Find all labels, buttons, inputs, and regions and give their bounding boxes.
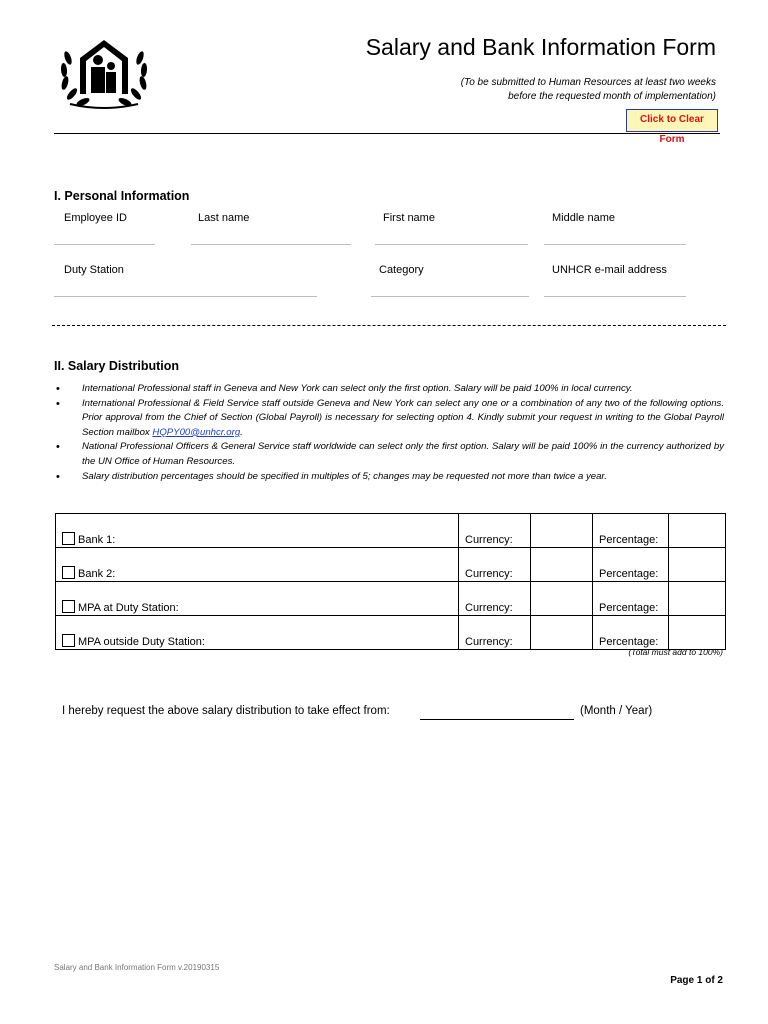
category-field[interactable] xyxy=(371,296,529,297)
currency-field[interactable] xyxy=(531,582,593,616)
rule-text: International Professional & Field Service staff outside Geneva and New York can select any one or a combination of any two of the following options. Prior approval from the Chief of Section (Global Payroll) is necessary for selecting option 4. Kindly submit your request in writing to the Global Payroll Section mailbox xyxy=(82,397,724,438)
duty-station-label: Duty Station xyxy=(64,264,124,276)
salary-distribution-heading: II. Salary Distribution xyxy=(54,359,180,373)
total-note: (Total must add to 100%) xyxy=(628,647,723,657)
percentage-label-cell: Percentage: xyxy=(593,616,669,650)
currency-field[interactable] xyxy=(531,514,593,548)
list-item xyxy=(54,440,724,469)
currency-label-cell: Currency: xyxy=(459,548,531,582)
first-name-field[interactable] xyxy=(375,244,528,245)
option-cell xyxy=(56,514,459,548)
section-divider xyxy=(52,325,726,326)
effective-date-field[interactable] xyxy=(420,719,574,720)
list-item xyxy=(54,397,724,441)
percentage-label-cell: Percentage: xyxy=(593,548,669,582)
list-item xyxy=(54,470,724,485)
employee-id-label: Employee ID xyxy=(64,212,127,224)
email-field[interactable] xyxy=(544,296,686,297)
duty-station-field[interactable] xyxy=(54,296,317,297)
mpa-outside-duty-station-checkbox[interactable] xyxy=(62,634,75,647)
salary-rules-list xyxy=(54,382,724,484)
option-label: MPA outside Duty Station: xyxy=(78,636,205,648)
table-row xyxy=(56,616,726,650)
submission-note xyxy=(380,76,716,104)
form-title: Salary and Bank Information Form xyxy=(365,34,716,60)
last-name-field[interactable] xyxy=(191,244,351,245)
payroll-mailbox-link[interactable]: HQPY00@unhcr.org xyxy=(152,426,241,438)
email-label: UNHCR e-mail address xyxy=(552,264,667,276)
last-name-label: Last name xyxy=(198,212,250,224)
bank1-checkbox[interactable] xyxy=(62,532,75,545)
salary-distribution-table xyxy=(55,513,726,650)
currency-label-cell: Currency: xyxy=(459,582,531,616)
clear-form-button[interactable]: Click to Clear Form xyxy=(626,109,718,132)
mpa-duty-station-checkbox[interactable] xyxy=(62,600,75,613)
option-label: Bank 2: xyxy=(78,568,116,580)
currency-label-cell: Currency: xyxy=(459,514,531,548)
rule-text: Salary distribution percentages should be specified in multiples of 5; changes may be requested not more than twice a year. xyxy=(82,470,607,482)
currency-label-cell: Currency: xyxy=(459,616,531,650)
rule-text: International Professional staff in Geneva and New York can select only the first option. Salary will be paid 100% in local currency. xyxy=(82,383,633,394)
middle-name-field[interactable] xyxy=(544,244,686,245)
submission-note-line2: before the requested month of implementation) xyxy=(508,91,716,102)
list-item xyxy=(54,382,724,397)
month-year-hint: (Month / Year) xyxy=(580,705,653,717)
option-cell xyxy=(56,582,459,616)
header-divider xyxy=(54,133,720,134)
option-label: Bank 1: xyxy=(78,534,116,546)
rule-text-end: . xyxy=(240,426,243,438)
category-label: Category xyxy=(379,264,424,276)
submission-note-line1: (To be submitted to Human Resources at least two weeks xyxy=(460,77,716,88)
unhcr-logo xyxy=(58,36,150,110)
percentage-field[interactable] xyxy=(669,514,726,548)
employee-id-field[interactable] xyxy=(54,244,155,245)
currency-field[interactable] xyxy=(531,616,593,650)
option-cell xyxy=(56,616,459,650)
option-label: MPA at Duty Station: xyxy=(78,602,179,614)
percentage-field[interactable] xyxy=(669,582,726,616)
effective-date-request: I hereby request the above salary distribution to take effect from: xyxy=(62,705,390,717)
table-row xyxy=(56,548,726,582)
option-cell xyxy=(56,548,459,582)
percentage-label-cell: Percentage: xyxy=(593,582,669,616)
table-row xyxy=(56,582,726,616)
first-name-label: First name xyxy=(383,212,435,224)
personal-info-heading: I. Personal Information xyxy=(54,189,190,203)
form-version: Salary and Bank Information Form v.20190315 xyxy=(54,963,220,972)
rule-text: National Professional Officers & General Service staff worldwide can select only the first option. Salary will be paid 100% in the currency authorized by the UN Office of Human Resources. xyxy=(82,441,724,467)
bank2-checkbox[interactable] xyxy=(62,566,75,579)
currency-field[interactable] xyxy=(531,548,593,582)
table-row xyxy=(56,514,726,548)
percentage-field[interactable] xyxy=(669,616,726,650)
percentage-field[interactable] xyxy=(669,548,726,582)
middle-name-label: Middle name xyxy=(552,212,615,224)
page-number: Page 1 of 2 xyxy=(670,975,723,986)
percentage-label-cell: Percentage: xyxy=(593,514,669,548)
